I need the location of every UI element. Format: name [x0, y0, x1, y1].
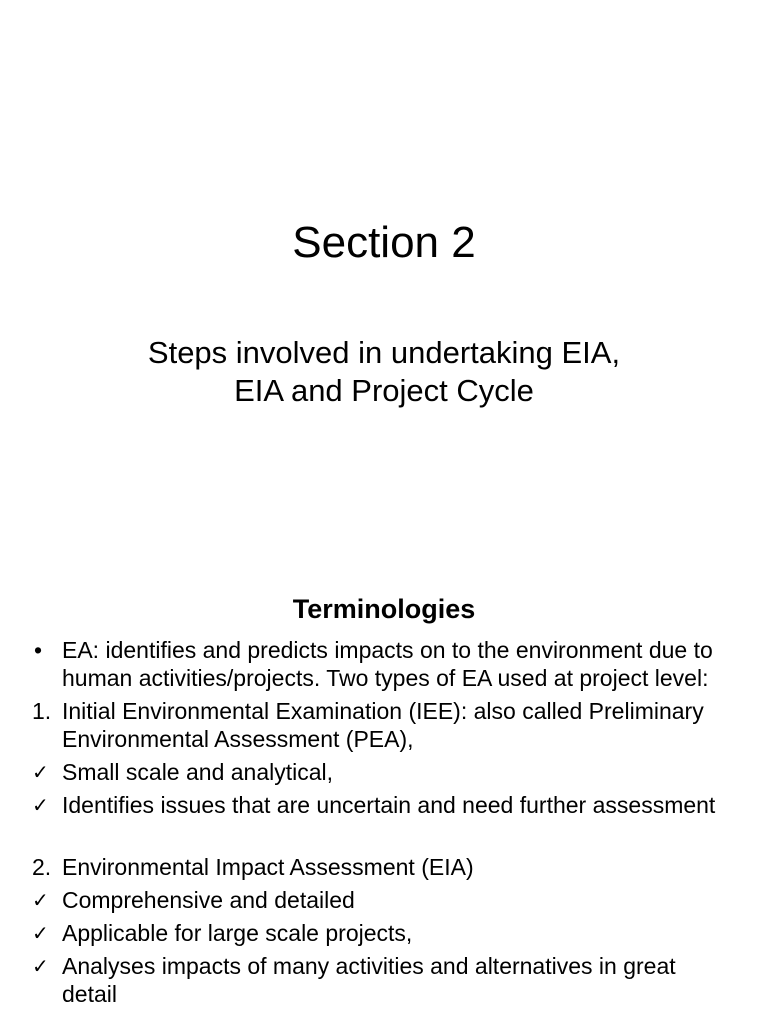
list-item-check	[32, 758, 732, 786]
list-item-check	[32, 791, 732, 819]
terminology-list	[32, 636, 732, 1008]
list-item-text: Comprehensive and detailed	[62, 887, 355, 913]
list-item-check	[32, 886, 732, 914]
checkmark-icon: ✓	[32, 954, 49, 978]
subtitle-line-1: Steps involved in undertaking EIA,	[147, 335, 621, 370]
list-item-iee	[32, 697, 732, 753]
list-item-text: Applicable for large scale projects,	[62, 920, 413, 946]
number-marker: 2.	[32, 854, 52, 880]
list-item-eia	[32, 853, 732, 881]
slide-terminologies	[0, 570, 768, 1024]
bullet-icon: •	[34, 637, 43, 663]
checkmark-icon: ✓	[32, 921, 49, 945]
list-item-ea-definition	[32, 636, 732, 692]
list-item-text: Small scale and analytical,	[62, 759, 334, 785]
list-item-text: Initial Environmental Examination (IEE): also called Preliminary Environmental Assessment (PEA),	[62, 698, 704, 752]
terminologies-heading: Terminologies	[292, 594, 476, 624]
checkmark-icon: ✓	[32, 793, 49, 817]
list-item-check	[32, 952, 732, 1008]
number-marker: 1.	[32, 698, 52, 724]
checkmark-icon: ✓	[32, 888, 49, 912]
list-item-text: Identifies issues that are uncertain and need further assessment	[62, 792, 716, 818]
list-item-text: Analyses impacts of many activities and alternatives in great detail	[62, 953, 676, 1007]
section-title: Section 2	[292, 218, 476, 267]
list-item-check	[32, 919, 732, 947]
section-subtitle	[0, 334, 768, 410]
list-item-text: EA: identifies and predicts impacts on to the environment due to human activities/projects. Two types of EA used at project level:	[62, 637, 713, 691]
subtitle-line-2: EIA and Project Cycle	[234, 373, 534, 408]
checkmark-icon: ✓	[32, 760, 49, 784]
list-item-text: Environmental Impact Assessment (EIA)	[62, 854, 474, 880]
